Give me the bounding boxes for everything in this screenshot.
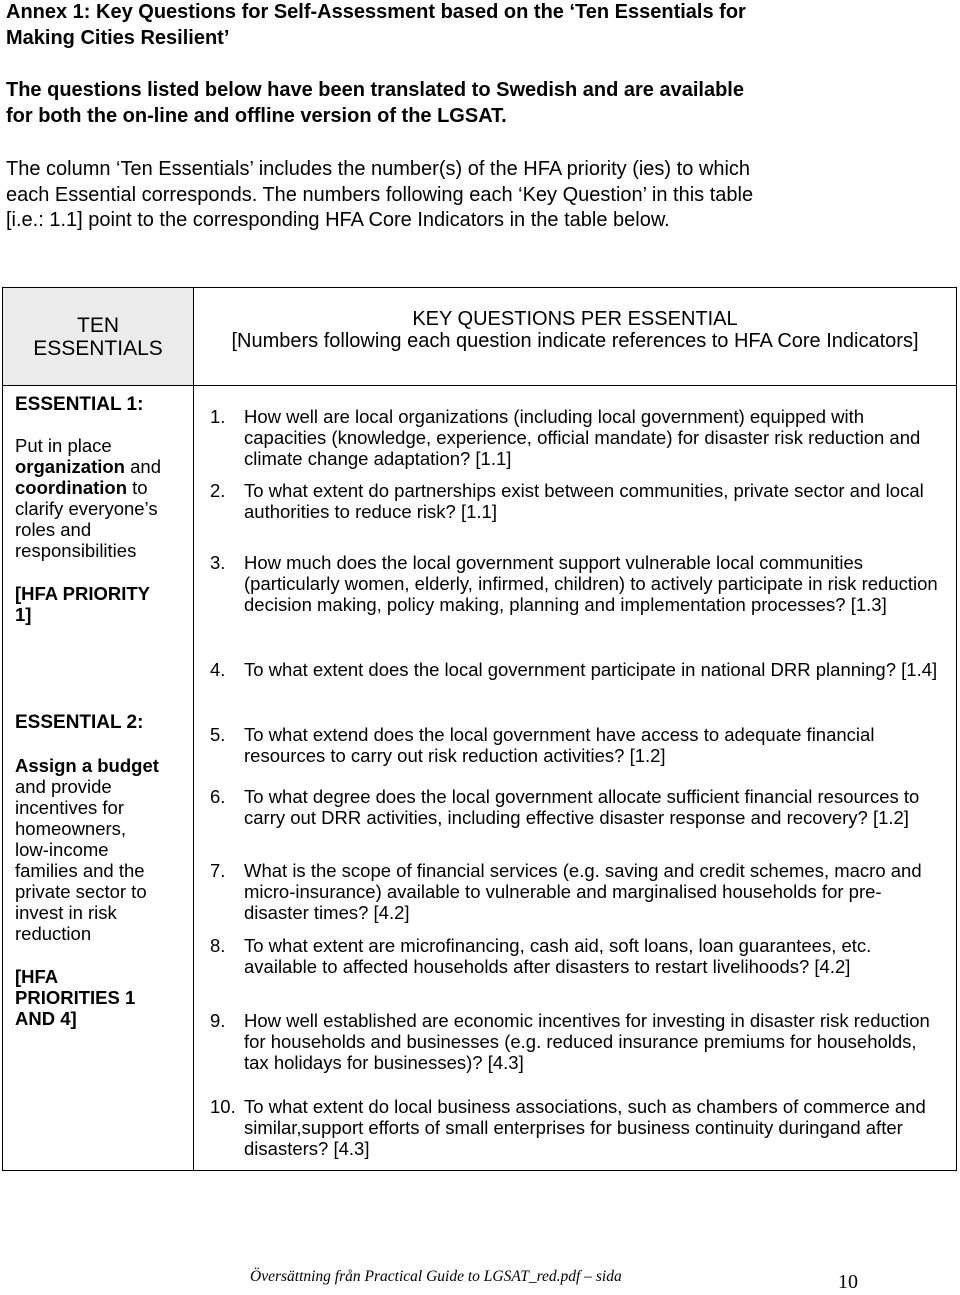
hfa-priority: AND 4] (15, 1008, 77, 1029)
hfa-priority: 1] (15, 604, 32, 625)
intro-line: [i.e.: 1.1] point to the corresponding HFA Core Indicators in the table below. (6, 209, 670, 231)
ten-essentials-header (3, 288, 194, 386)
hfa-priority: [HFA PRIORITY (15, 583, 150, 604)
essential-text: roles and (15, 519, 92, 540)
essential-text: invest in risk (15, 902, 117, 923)
question-number: 1. (210, 406, 226, 427)
essentials-column (3, 386, 194, 1171)
question-item (210, 724, 940, 766)
header-label: ESSENTIALS (33, 336, 163, 360)
essential-text (15, 456, 187, 477)
essential-keyword: Assign a budget (15, 755, 159, 776)
question-item (210, 1010, 940, 1073)
essential-text: clarify everyone’s (15, 498, 158, 519)
question-text: To what degree does the local government allocate sufficient financial resources to carry out DRR activities, including effective disaster response and recovery? [1.2] (244, 786, 920, 828)
question-number: 4. (210, 659, 226, 680)
question-item (210, 480, 940, 522)
annex-title-line: Annex 1: Key Questions for Self-Assessment based on the ‘Ten Essentials for (6, 1, 746, 23)
key-questions-header (194, 288, 957, 386)
question-text: How well are local organizations (including local government) equipped with capacities (knowledge, experience, official mandate) for disaster risk reduction and climate change adaptation? [1.1] (244, 406, 921, 469)
question-text: How much does the local government support vulnerable local communities (particularly women, elderly, infirmed, children) to actively participate in risk reduction decision making, policy making, planning and implementation processes? [1.3] (244, 552, 938, 615)
key-questions-subtitle: [Numbers following each question indicate references to HFA Core Indicators] (231, 330, 919, 352)
question-item (210, 1096, 940, 1159)
question-item (210, 935, 940, 977)
question-number: 5. (210, 724, 226, 745)
question-number: 10. (210, 1096, 236, 1117)
essential-keyword: coordination (15, 477, 128, 498)
essential-text: and provide (15, 776, 112, 797)
intro-line: The column ‘Ten Essentials’ includes the number(s) of the HFA priority (ies) to which (6, 158, 751, 180)
hfa-priority: PRIORITIES 1 (15, 987, 136, 1008)
annex-title-line: Making Cities Resilient’ (6, 26, 230, 49)
question-number: 8. (210, 935, 226, 956)
essential-text: responsibilities (15, 540, 137, 561)
essential-2 (15, 712, 187, 1029)
question-text: To what extent do partnerships exist between communities, private sector and local authorities to reduce risk? [1.1] (244, 480, 924, 522)
essential-text: and (124, 456, 161, 477)
questions-column (194, 386, 957, 1171)
essential-title: ESSENTIAL 1: (15, 394, 144, 415)
essential-text (15, 477, 187, 498)
essential-text: families and the (15, 860, 145, 881)
intro-paragraph (6, 157, 946, 234)
question-text: To what extent does the local government participate in national DRR planning? [1.4] (244, 659, 938, 680)
question-text: To what extent do local business associations, such as chambers of commerce and similar,support efforts of small enterprises for business continuity duringand after disasters? [4.3] (244, 1096, 926, 1159)
essential-text: Put in place (15, 435, 112, 456)
essential-text: reduction (15, 923, 92, 944)
intro-bold-paragraph (6, 78, 946, 129)
key-questions-title: KEY QUESTIONS PER ESSENTIAL (412, 308, 738, 330)
essential-text: homeowners, (15, 818, 127, 839)
essential-text: to (127, 477, 148, 498)
question-item (210, 552, 940, 615)
intro-bold-line: The questions listed below have been translated to Swedish and are available (6, 79, 744, 101)
question-number: 9. (210, 1010, 226, 1031)
question-number: 2. (210, 480, 226, 501)
essential-text: private sector to (15, 881, 147, 902)
essential-keyword: organization (15, 456, 125, 477)
essential-1 (15, 394, 187, 625)
essential-text: low-income (15, 839, 109, 860)
question-number: 3. (210, 552, 226, 573)
question-item (210, 406, 940, 469)
question-item (210, 659, 940, 680)
footer-source: Översättning från Practical Guide to LGSAT_red.pdf – sida (250, 1268, 622, 1285)
essentials-table (2, 287, 957, 1171)
hfa-priority: [HFA (15, 966, 59, 987)
intro-line: each Essential corresponds. The numbers following each ‘Key Question’ in this table (6, 183, 754, 206)
annex-title (6, 0, 946, 51)
essential-title: ESSENTIAL 2: (15, 712, 144, 733)
question-item (210, 860, 940, 923)
question-number: 7. (210, 860, 226, 881)
question-number: 6. (210, 786, 226, 807)
essential-text: incentives for (15, 797, 124, 818)
intro-bold-line: for both the on-line and offline version of the LGSAT. (6, 104, 507, 127)
question-text: To what extend does the local government have access to adequate financial resources to carry out risk reduction activities? [1.2] (244, 724, 875, 766)
page-number: 10 (838, 1271, 858, 1293)
question-item (210, 786, 940, 828)
question-text: To what extent are microfinancing, cash aid, soft loans, loan guarantees, etc. available to affected households after disasters to restart livelihoods? [4.2] (244, 935, 872, 977)
question-text: What is the scope of financial services (e.g. saving and credit schemes, macro and micro-insurance) available to vulnerable and marginalised households for pre-disaster times? [4.2] (244, 860, 922, 923)
question-text: How well established are economic incentives for investing in disaster risk reduction for households and businesses (e.g. reduced insurance premiums for households, tax holidays for businesses)? [4.3] (244, 1010, 930, 1073)
header-label: TEN (77, 313, 119, 337)
